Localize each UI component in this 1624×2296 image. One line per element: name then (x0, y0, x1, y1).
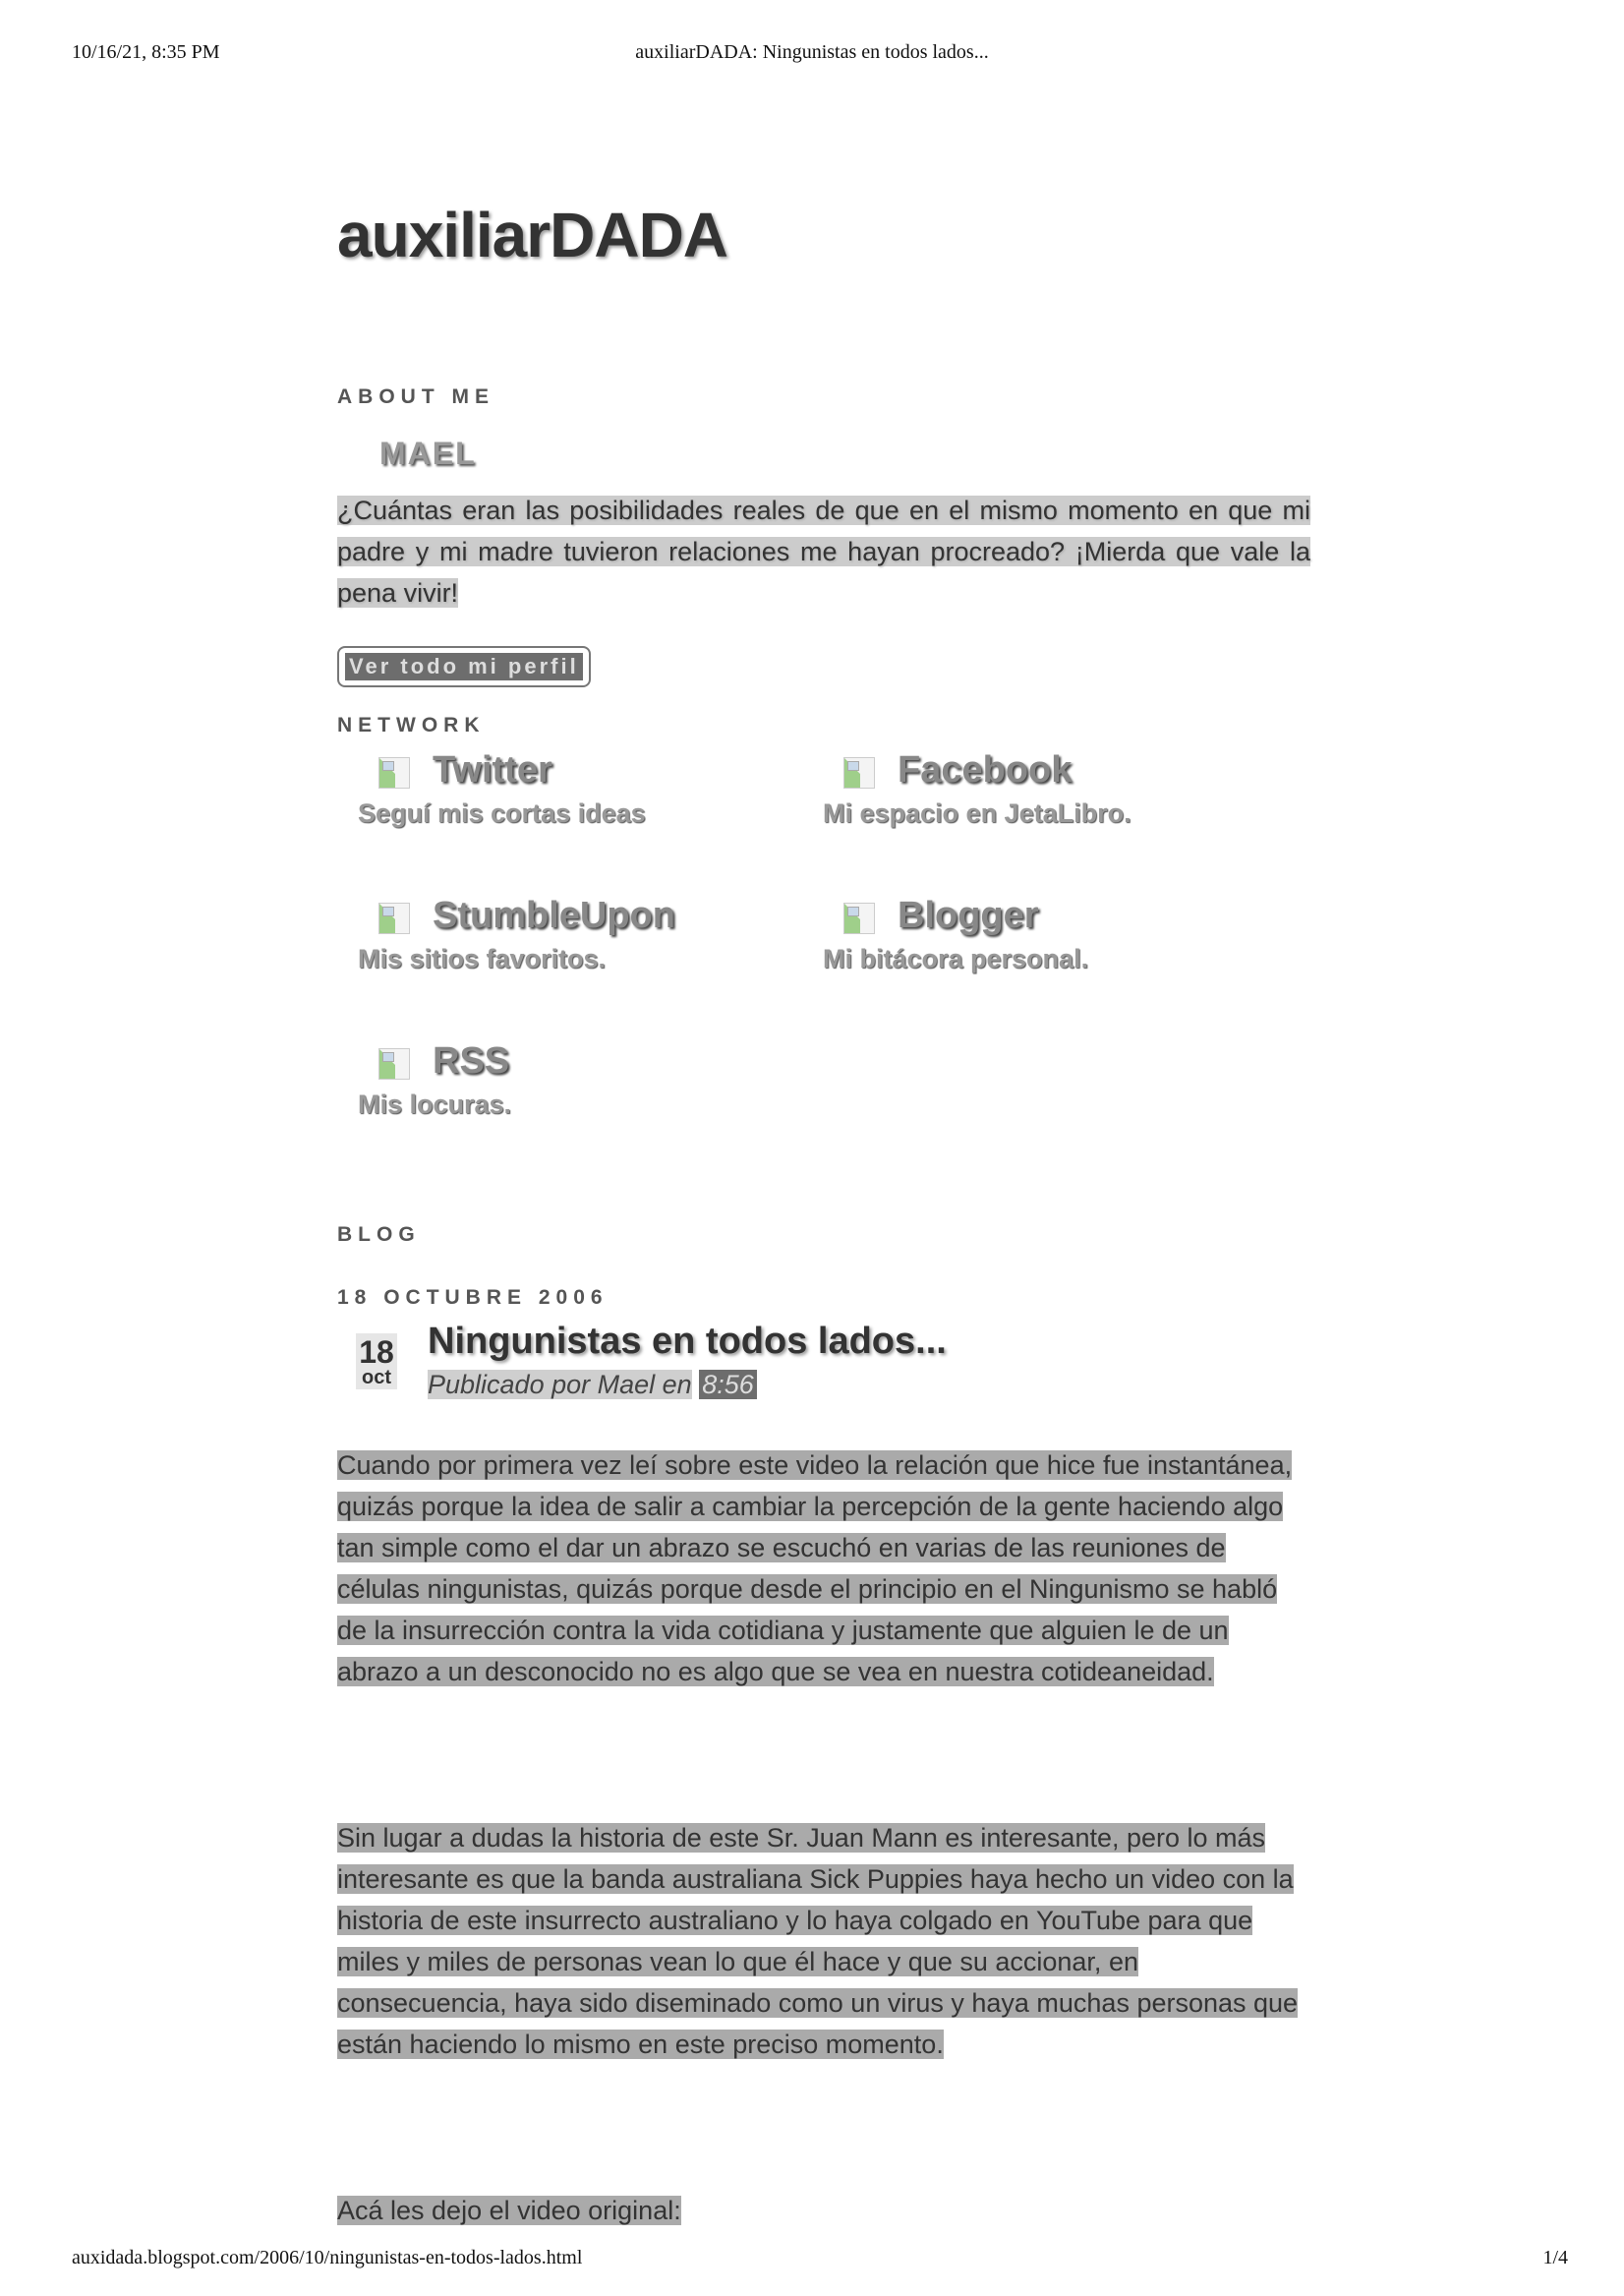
network-item-description[interactable]: Mi espacio en JetaLibro. (823, 798, 1131, 828)
post-date-header: 18 OCTUBRE 2006 (337, 1286, 609, 1309)
post-paragraph: Sin lugar a dudas la historia de este Sr. Juan Mann es interesante, pero lo más interesante es que la banda australiana Sick Puppies haya hecho un video con la historia de este insurrecto australiano y lo haya colgado en YouTube para que miles y miles de personas vean lo que él hace y que su accionar, en consecuencia, haya sido diseminado como un virus y haya muchas personas que están haciendo lo mismo en este preciso momento. (337, 1823, 1299, 2059)
network-item-description[interactable]: Seguí mis cortas ideas (358, 798, 646, 828)
post-date-badge (356, 1333, 397, 1389)
post-time-link[interactable]: 8:56 (699, 1370, 757, 1399)
print-page-title: auxiliarDADA: Ningunistas en todos lados... (635, 41, 989, 63)
profile-name: MAEL (379, 436, 477, 471)
about-heading: ABOUT ME (337, 385, 494, 408)
blog-title[interactable]: auxiliarDADA (337, 200, 727, 270)
network-item-name[interactable]: RSS (433, 1040, 510, 1082)
network-item-name[interactable]: Twitter (433, 749, 552, 791)
post-byline (428, 1370, 757, 1400)
rss-icon (378, 1048, 410, 1080)
post-title[interactable]: Ningunistas en todos lados... (428, 1321, 947, 1362)
twitter-icon (378, 757, 410, 789)
post-paragraph: Acá les dejo el video original: (337, 2196, 681, 2225)
network-item-name[interactable]: Facebook (898, 749, 1073, 791)
print-url: auxidada.blogspot.com/2006/10/ningunistas-en-todos-lados.html (72, 2247, 583, 2268)
network-item-description[interactable]: Mis sitios favoritos. (358, 944, 607, 973)
print-datetime: 10/16/21, 8:35 PM (72, 41, 220, 63)
print-page-number: 1/4 (1542, 2247, 1568, 2268)
network-item-description[interactable]: Mis locuras. (358, 1089, 512, 1119)
network-item-name[interactable]: StumbleUpon (433, 895, 675, 936)
post-month: oct (362, 1367, 391, 1388)
stumbleupon-icon (378, 903, 410, 934)
byline-label: Publicado por Mael en (428, 1370, 692, 1399)
post-day: 18 (359, 1334, 394, 1370)
blog-heading: BLOG (337, 1223, 421, 1246)
network-item-name[interactable]: Blogger (898, 895, 1039, 936)
profile-description: ¿Cuántas eran las posibilidades reales de que en el mismo momento en que mi padre y mi madre tuvieron relaciones me hayan procreado? ¡Mierda que vale la pena vivir! (337, 496, 1310, 608)
facebook-icon (843, 757, 875, 789)
post-paragraph: Cuando por primera vez leí sobre este video la relación que hice fue instantánea, quizás porque la idea de salir a cambiar la percepción de la gente haciendo algo tan simple como el dar un abrazo se escuchó en varias de las reuniones de células ningunistas, quizás porque desde el principio en el Ningunismo se habló de la insurrección contra la vida cotidiana y justamente que alguien le de un abrazo a un desconocido no es algo que se vea en nuestra cotideaneidad. (337, 1450, 1293, 1686)
network-item-description[interactable]: Mi bitácora personal. (823, 944, 1089, 973)
blogger-icon (843, 903, 875, 934)
network-heading: NETWORK (337, 714, 486, 736)
view-full-profile-button[interactable]: Ver todo mi perfil (337, 646, 591, 687)
